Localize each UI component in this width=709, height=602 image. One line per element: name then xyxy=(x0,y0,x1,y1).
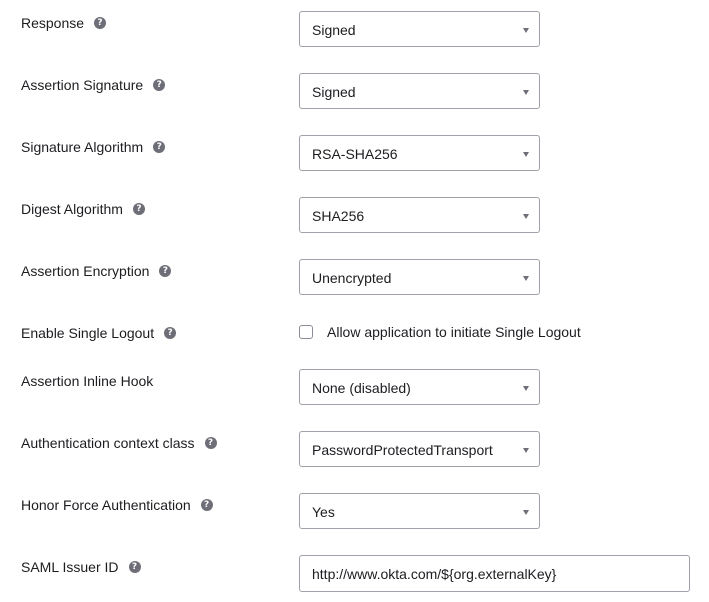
question-circle-icon[interactable]: ? xyxy=(201,499,213,511)
question-circle-icon[interactable]: ? xyxy=(129,561,141,573)
caret-down-icon xyxy=(523,28,529,33)
single-logout-label: Enable Single Logout ? xyxy=(21,324,176,342)
assertion-signature-select[interactable] xyxy=(299,73,540,109)
honor-force-auth-select[interactable] xyxy=(299,493,540,529)
assertion-encryption-select-value: Unencrypted xyxy=(312,270,392,286)
assertion-signature-select-value: Signed xyxy=(312,84,356,100)
digest-algorithm-select[interactable] xyxy=(299,197,540,233)
honor-force-auth-select-value: Yes xyxy=(312,504,335,520)
response-select-value: Signed xyxy=(312,22,356,38)
inline-hook-label: Assertion Inline Hook xyxy=(21,373,154,389)
saml-issuer-id-label: SAML Issuer ID ? xyxy=(21,558,141,576)
digest-algorithm-label: Digest Algorithm ? xyxy=(21,200,145,218)
question-circle-icon[interactable]: ? xyxy=(164,327,176,339)
caret-down-icon xyxy=(523,510,529,515)
assertion-encryption-select[interactable] xyxy=(299,259,540,295)
caret-down-icon xyxy=(523,214,529,219)
caret-down-icon xyxy=(523,152,529,157)
response-label: Response ? xyxy=(21,14,106,32)
question-circle-icon[interactable]: ? xyxy=(159,265,171,277)
question-circle-icon[interactable]: ? xyxy=(94,17,106,29)
caret-down-icon xyxy=(523,386,529,391)
signature-algorithm-label: Signature Algorithm ? xyxy=(21,138,165,156)
response-select[interactable] xyxy=(299,11,540,47)
auth-context-class-select-value: PasswordProtectedTransport xyxy=(312,442,493,458)
question-circle-icon[interactable]: ? xyxy=(153,141,165,153)
signature-algorithm-select-value: RSA-SHA256 xyxy=(312,146,398,162)
single-logout-checkbox[interactable] xyxy=(299,325,313,339)
single-logout-checkbox-label[interactable]: Allow application to initiate Single Logout xyxy=(327,324,581,340)
signature-algorithm-select[interactable] xyxy=(299,135,540,171)
digest-algorithm-select-value: SHA256 xyxy=(312,208,365,224)
caret-down-icon xyxy=(523,448,529,453)
assertion-signature-label: Assertion Signature ? xyxy=(21,76,165,94)
caret-down-icon xyxy=(523,276,529,281)
auth-context-class-select[interactable] xyxy=(299,431,540,467)
assertion-encryption-label: Assertion Encryption ? xyxy=(21,262,171,280)
single-logout-option[interactable] xyxy=(299,324,581,340)
inline-hook-select[interactable] xyxy=(299,369,540,405)
auth-context-class-label: Authentication context class ? xyxy=(21,434,217,452)
inline-hook-select-value: None (disabled) xyxy=(312,380,411,396)
saml-issuer-id-input[interactable] xyxy=(299,555,690,592)
question-circle-icon[interactable]: ? xyxy=(153,79,165,91)
honor-force-auth-label: Honor Force Authentication ? xyxy=(21,496,213,514)
question-circle-icon[interactable]: ? xyxy=(205,437,217,449)
question-circle-icon[interactable]: ? xyxy=(133,203,145,215)
caret-down-icon xyxy=(523,90,529,95)
